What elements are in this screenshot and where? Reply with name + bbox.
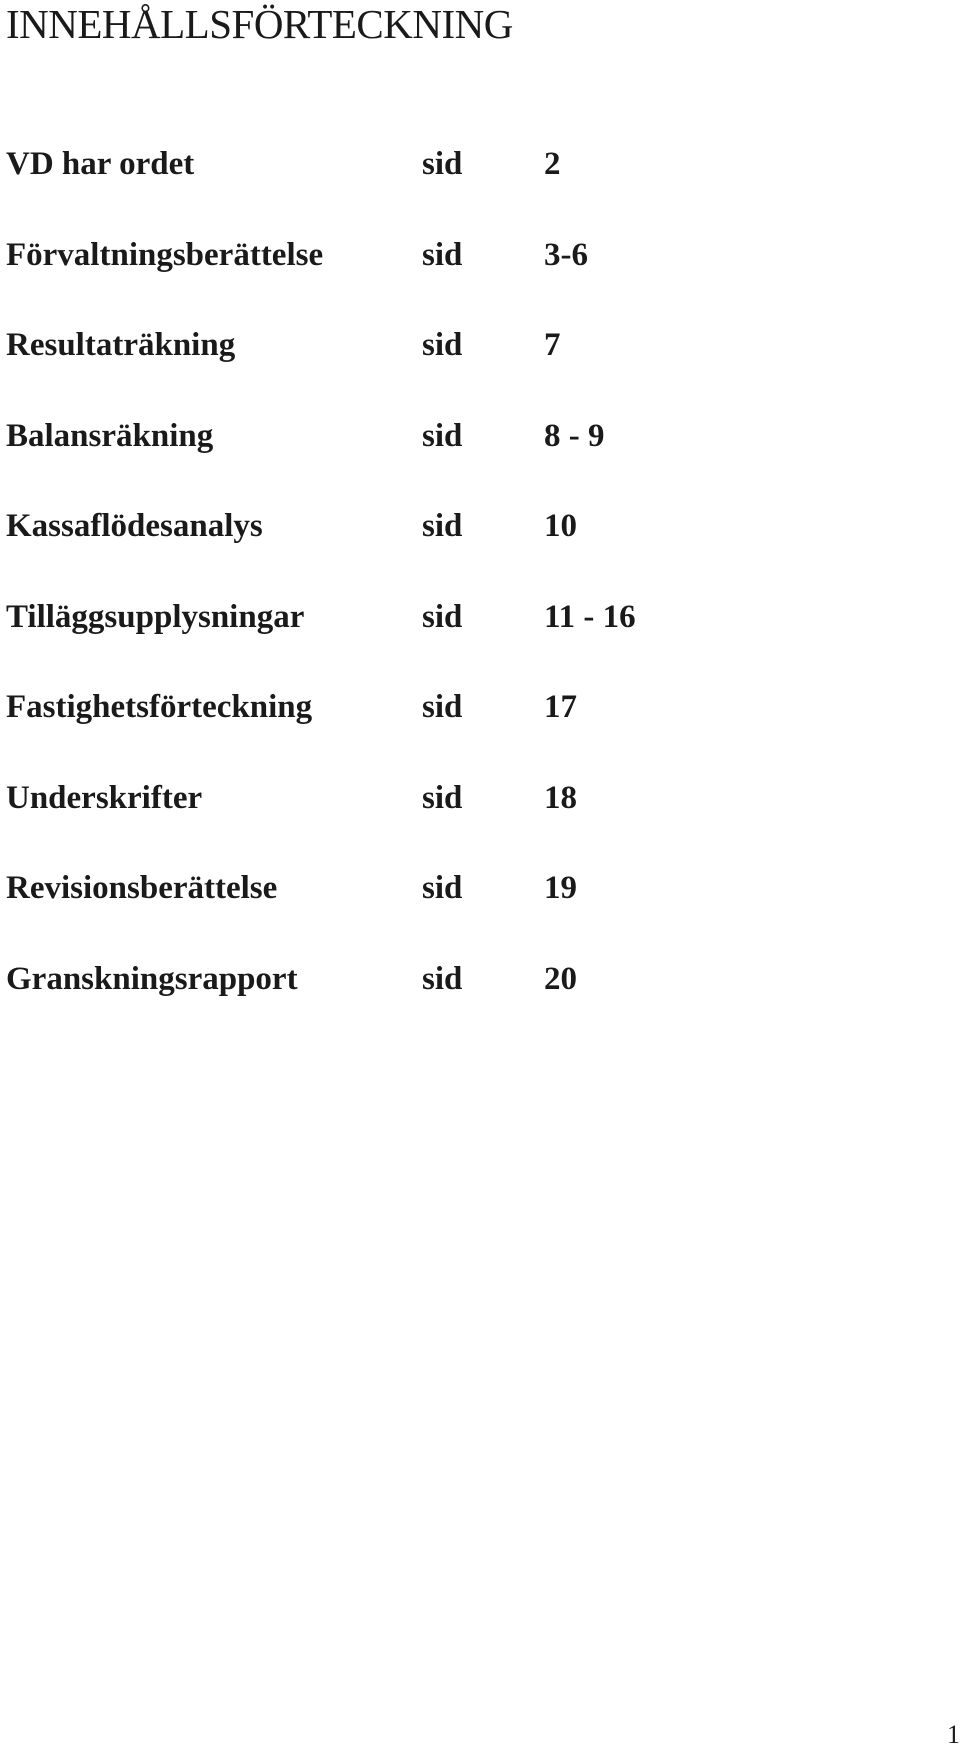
toc-entry-page: 17 [544, 689, 577, 725]
toc-entry-sid-label: sid [422, 960, 463, 997]
toc-entry-sid-label: sid [422, 327, 463, 363]
toc-entry-balansrakning [6, 412, 706, 503]
toc-entry-sid-label: sid [422, 689, 463, 725]
toc-entry-sid-label: sid [422, 236, 463, 273]
toc-entry-title: Förvaltningsberättelse [6, 236, 324, 273]
page-number: 1 [947, 1720, 960, 1749]
toc-entry-kassaflodesanalys [6, 502, 706, 593]
toc-entry-revisionsberattelse [6, 864, 706, 955]
toc-entry-page: 19 [544, 870, 577, 906]
toc-entry-sid-label: sid [422, 779, 463, 816]
toc-entry-resultatrakning [6, 321, 706, 412]
toc-entry-page: 10 [544, 508, 577, 544]
toc-entry-vd-har-ordet [6, 140, 706, 231]
toc-entry-sid-label: sid [422, 870, 463, 906]
toc-entry-underskrifter [6, 774, 706, 865]
toc-entry-page: 20 [544, 960, 577, 997]
toc-entry-title: Revisionsberättelse [6, 870, 278, 906]
toc-entry-title: Resultaträkning [6, 327, 236, 363]
toc-entry-title: Balansräkning [6, 417, 214, 454]
toc-entry-page: 11 - 16 [544, 598, 636, 635]
toc-entry-title: Underskrifter [6, 779, 203, 816]
toc-entry-title: VD har ordet [6, 146, 195, 182]
toc-entry-granskningsrapport [6, 955, 706, 1046]
page-title: INNEHÅLLSFÖRTECKNING [6, 1, 513, 47]
toc-entry-page: 3-6 [544, 236, 588, 273]
toc-entry-title: Fastighetsförteckning [6, 689, 313, 725]
toc-entry-tillaggsupplysningar [6, 593, 706, 684]
toc-entry-sid-label: sid [422, 146, 463, 182]
table-of-contents [6, 140, 706, 1045]
toc-entry-page: 2 [544, 146, 561, 182]
toc-entry-title: Kassaflödesanalys [6, 508, 263, 544]
toc-entry-title: Granskningsrapport [6, 960, 298, 997]
toc-entry-page: 18 [544, 779, 577, 816]
toc-entry-sid-label: sid [422, 417, 463, 454]
toc-entry-page: 8 - 9 [544, 417, 605, 454]
toc-entry-sid-label: sid [422, 508, 463, 544]
toc-entry-forvaltningsberattelse [6, 231, 706, 322]
toc-entry-page: 7 [544, 327, 561, 363]
toc-entry-title: Tilläggsupplysningar [6, 598, 305, 635]
toc-entry-fastighetsforteckning [6, 683, 706, 774]
toc-entry-sid-label: sid [422, 598, 463, 635]
